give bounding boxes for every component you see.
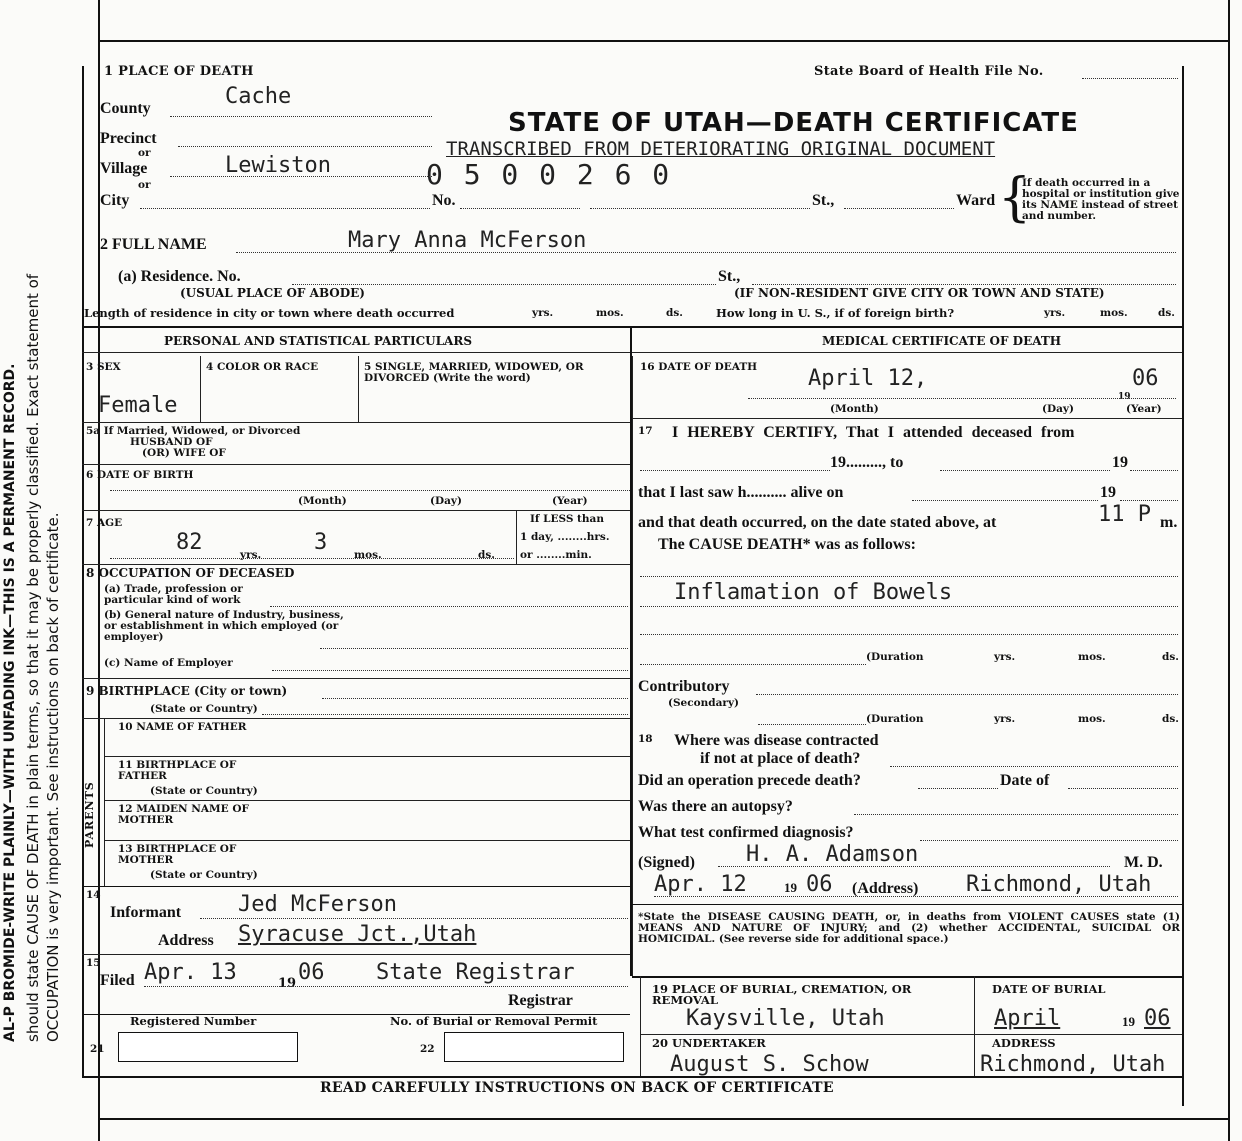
father-birthplace-label: 11 BIRTHPLACE OF FATHER <box>118 759 237 782</box>
sex-label: 3 SEX <box>86 361 121 373</box>
date-of-death-label: 16 DATE OF DEATH <box>640 361 758 373</box>
city-label: City <box>100 192 130 209</box>
burial-date-label: DATE OF BURIAL <box>992 982 1106 996</box>
item-number: 21 <box>90 1043 105 1055</box>
time-of-death-value: 11 P <box>1098 502 1151 527</box>
dob-label: 6 DATE OF BIRTH <box>86 469 194 481</box>
death-century: 19 <box>1118 392 1131 402</box>
physician-address-label: (Address) <box>852 880 919 897</box>
century-text: 19 <box>1100 484 1116 501</box>
mos-caption: mos. <box>1078 651 1106 663</box>
mos-caption: mos. <box>1078 713 1106 725</box>
father-name-label: 10 NAME OF FATHER <box>118 721 247 733</box>
row-rule <box>640 1034 1182 1035</box>
duration-caption: (Duration <box>866 651 924 663</box>
burial-permit-label: No. of Burial or Removal Permit <box>390 1014 598 1028</box>
state-country-caption: (State or Country) <box>150 785 258 797</box>
date-of-label: Date of <box>1000 772 1050 789</box>
contracted-label-2: if not at place of death? <box>700 750 861 767</box>
side-text-3: OCCUPATION is very important. See instructions on back of certificate. <box>44 512 62 1042</box>
state-country-caption: (State or Country) <box>150 869 258 881</box>
occupation-employer: (c) Name of Employer <box>104 657 233 669</box>
cell-divider <box>974 976 975 1076</box>
yrs-text: yrs. <box>532 307 554 319</box>
item-number: 15 <box>86 957 101 969</box>
birthplace-label: 9 BIRTHPLACE (City or town) <box>86 684 288 698</box>
precinct-label: Precinct <box>100 130 157 147</box>
cell-divider <box>640 976 641 1076</box>
row-rule <box>82 464 630 465</box>
full-name-value: Mary Anna McFerson <box>348 228 587 253</box>
certificate-number: 0 5 0 0 2 6 0 <box>426 158 672 191</box>
color-race-label: 4 COLOR OR RACE <box>206 361 319 373</box>
cell-divider <box>516 510 517 564</box>
mother-birthplace-label: 13 BIRTHPLACE OF MOTHER <box>118 843 237 866</box>
physician-name: H. A. Adamson <box>746 842 919 867</box>
footer-instructions: READ CAREFULLY INSTRUCTIONS ON BACK OF CERTIFICATE <box>320 1080 834 1096</box>
state-registrar-value: State Registrar <box>376 960 575 985</box>
village-value: Lewiston <box>225 153 331 178</box>
year-caption: (Year) <box>1126 403 1162 415</box>
month-caption: (Month) <box>830 403 879 415</box>
occupation-label: 8 OCCUPATION OF DECEASED <box>86 566 295 580</box>
or-text: or <box>138 179 151 191</box>
century-text: 19 <box>1122 1014 1135 1029</box>
ds-text: ds. <box>1158 307 1175 319</box>
registered-number-field[interactable] <box>118 1032 298 1062</box>
filed-label: Filed <box>100 972 135 989</box>
cell-divider <box>200 356 201 422</box>
county-label: County <box>100 100 151 117</box>
usual-abode: (USUAL PLACE OF ABODE) <box>180 286 365 300</box>
ds-caption: ds. <box>1162 651 1179 663</box>
mos-text: mos. <box>596 307 624 319</box>
row-rule <box>82 564 630 565</box>
row-rule <box>82 510 630 511</box>
street-label: St., <box>812 192 835 209</box>
burial-permit-field[interactable] <box>444 1032 624 1062</box>
mos-text: mos. <box>1100 307 1128 319</box>
signed-label: (Signed) <box>638 854 695 871</box>
informant-address-value: Syracuse Jct.,Utah <box>238 922 477 947</box>
row-rule <box>82 422 630 423</box>
side-text-2: should state CAUSE OF DEATH in plain terms, so that it may be properly classified. Exact statement of <box>24 273 42 1042</box>
form-left-edge <box>82 66 84 1076</box>
last-saw-label: that I last saw h.......... alive on <box>638 484 844 501</box>
parents-divider <box>104 718 105 886</box>
row-rule <box>632 418 1182 419</box>
row-rule <box>82 718 630 719</box>
operation-label: Did an operation precede death? <box>638 772 861 789</box>
village-label: Village <box>100 160 148 177</box>
death-year-value: 06 <box>1132 366 1159 391</box>
wife-of-label: (OR) WIFE OF <box>142 447 226 459</box>
county-value: Cache <box>225 84 292 109</box>
undertaker-address-value: Richmond, Utah <box>980 1052 1166 1077</box>
row-rule <box>632 904 1182 905</box>
date-of-death-value: April 12, <box>808 366 928 391</box>
filed-year-value: 06 <box>298 960 325 985</box>
row-rule <box>632 976 1182 978</box>
filed-century: 19 <box>278 976 297 991</box>
state-country-caption: (State or Country) <box>150 703 258 715</box>
foreign-birth: How long in U. S., if of foreign birth? <box>716 306 955 320</box>
or-text: or <box>138 147 151 159</box>
filed-date-value: Apr. 13 <box>144 960 237 985</box>
row-rule <box>82 954 630 955</box>
ds-caption: ds. <box>1162 713 1179 725</box>
month-caption: (Month) <box>298 495 347 507</box>
autopsy-label: Was there an autopsy? <box>638 798 793 815</box>
less-than-caption: If LESS than <box>530 513 604 525</box>
mother-name-label: 12 MAIDEN NAME OF MOTHER <box>118 803 249 826</box>
certify-to: 19........., to <box>830 454 904 471</box>
cell-divider <box>358 356 359 422</box>
secondary-caption: (Secondary) <box>668 697 740 709</box>
informant-address-label: Address <box>158 932 214 949</box>
transcribed-subtitle: TRANSCRIBED FROM DETERIORATING ORIGINAL DOCUMENT <box>446 138 996 160</box>
cause-value: Inflamation of Bowels <box>674 580 953 605</box>
brace-glyph: { <box>998 168 1032 228</box>
place-of-death-label: 1 PLACE OF DEATH <box>104 64 254 79</box>
yrs-caption: yrs. <box>240 549 262 561</box>
residence-st-label: St., <box>718 268 741 285</box>
street-number-label: No. <box>432 192 456 209</box>
burial-date-value: April <box>994 1006 1061 1031</box>
item-number: 14 <box>86 889 101 901</box>
scan-border-bottom <box>98 1118 1228 1120</box>
row-rule <box>82 678 630 679</box>
hospital-note: If death occurred in a hospital or institution give its NAME instead of street and number. <box>1022 177 1180 222</box>
scan-border-top <box>98 40 1228 42</box>
contracted-label: Where was disease contracted <box>674 732 879 749</box>
cause-footnote: *State the DISEASE CAUSING DEATH, or, in deaths from VIOLENT CAUSES state (1) MEANS AND NATURE OF INJURY; and (2) whether ACCIDENTAL, SUICIDAL OR HOMICIDAL. (See reverse side for additional space.) <box>638 911 1180 945</box>
section-header-rule <box>82 352 1182 353</box>
row-rule <box>104 756 630 757</box>
registered-number-label: Registered Number <box>130 1014 257 1028</box>
scan-border-right <box>1228 0 1230 1141</box>
burial-place-label: 19 PLACE OF BURIAL, CREMATION, OR REMOVAL <box>652 982 912 1007</box>
row-rule <box>104 840 630 841</box>
mos-caption: mos. <box>354 549 382 561</box>
signed-date-value: Apr. 12 <box>654 872 747 897</box>
length-residence: Length of residence in city or town where death occurred <box>84 306 455 320</box>
section-divider <box>82 326 1182 328</box>
husband-wife-label: 5a If Married, Widowed, or Divorced <box>86 425 301 437</box>
ward-label: Ward <box>956 192 996 209</box>
meridiem-text: m. <box>1160 514 1178 531</box>
file-number-label: State Board of Health File No. <box>814 64 1044 79</box>
item-number: 22 <box>420 1043 435 1055</box>
or-min-caption: or ........min. <box>520 549 592 561</box>
sex-value: Female <box>98 393 178 418</box>
column-divider-inner <box>632 356 633 976</box>
duration-caption: (Duration <box>866 713 924 725</box>
ds-text: ds. <box>666 307 683 319</box>
cause-label: The CAUSE DEATH* was as follows: <box>658 536 916 553</box>
one-day-caption: 1 day, ........hrs. <box>520 531 610 543</box>
certificate-title: STATE OF UTAH—DEATH CERTIFICATE <box>508 108 1079 138</box>
ds-caption: ds. <box>478 549 495 561</box>
yrs-text: yrs. <box>1044 307 1066 319</box>
occupation-industry: (b) General nature of Industry, business, or establishment in which employed (or employer) <box>104 609 344 643</box>
death-occurred-label: and that death occurred, on the date stated above, at <box>638 514 997 531</box>
row-rule <box>82 886 630 887</box>
informant-value: Jed McFerson <box>238 892 397 917</box>
age-months-value: 3 <box>314 530 328 555</box>
item-number: 18 <box>638 733 653 745</box>
age-years-value: 82 <box>176 530 203 555</box>
registrar-label: Registrar <box>508 992 573 1009</box>
medical-heading: MEDICAL CERTIFICATE OF DEATH <box>822 334 1062 348</box>
physician-address-value: Richmond, Utah <box>966 872 1152 897</box>
day-caption: (Day) <box>430 495 462 507</box>
undertaker-address-label: ADDRESS <box>992 1036 1056 1050</box>
item-number: 17 <box>638 425 653 437</box>
occupation-trade: (a) Trade, profession or particular kind of work <box>104 583 243 606</box>
year-caption: (Year) <box>552 495 588 507</box>
contributory-label: Contributory <box>638 678 730 695</box>
undertaker-value: August S. Schow <box>670 1052 869 1077</box>
yrs-caption: yrs. <box>994 651 1016 663</box>
certify-statement: I HEREBY CERTIFY, That I attended deceased from <box>672 424 1075 441</box>
residence-label: (a) Residence. No. <box>118 268 241 285</box>
century-text: 19 <box>784 880 797 895</box>
burial-year-value: 06 <box>1144 1006 1171 1031</box>
husband-of-label: HUSBAND OF <box>130 436 213 448</box>
row-rule <box>104 800 630 801</box>
century-text: 19 <box>1112 454 1128 471</box>
parents-label: PARENTS <box>83 781 96 848</box>
marital-status-label: 5 SINGLE, MARRIED, WIDOWED, OR DIVORCED (Write the word) <box>364 361 584 384</box>
full-name-label: 2 FULL NAME <box>100 236 207 253</box>
side-text-1: AL-P BROMIDE-WRITE PLAINLY—WITH UNFADING INK—THIS IS A PERMANENT RECORD. <box>2 363 18 1042</box>
informant-label: Informant <box>110 904 182 921</box>
diagnosis-test-label: What test confirmed diagnosis? <box>638 824 854 841</box>
undertaker-label: 20 UNDERTAKER <box>652 1036 766 1050</box>
form-right-edge <box>1182 66 1184 1106</box>
day-caption: (Day) <box>1042 403 1074 415</box>
md-text: M. D. <box>1124 854 1163 871</box>
personal-heading: PERSONAL AND STATISTICAL PARTICULARS <box>164 334 473 348</box>
burial-place-value: Kaysville, Utah <box>686 1006 885 1031</box>
non-resident-note: (IF NON-RESIDENT GIVE CITY OR TOWN AND STATE) <box>734 286 1105 300</box>
footer-rule <box>82 1076 1182 1078</box>
signed-year-value: 06 <box>806 872 833 897</box>
age-label: 7 AGE <box>86 517 123 529</box>
yrs-caption: yrs. <box>994 713 1016 725</box>
